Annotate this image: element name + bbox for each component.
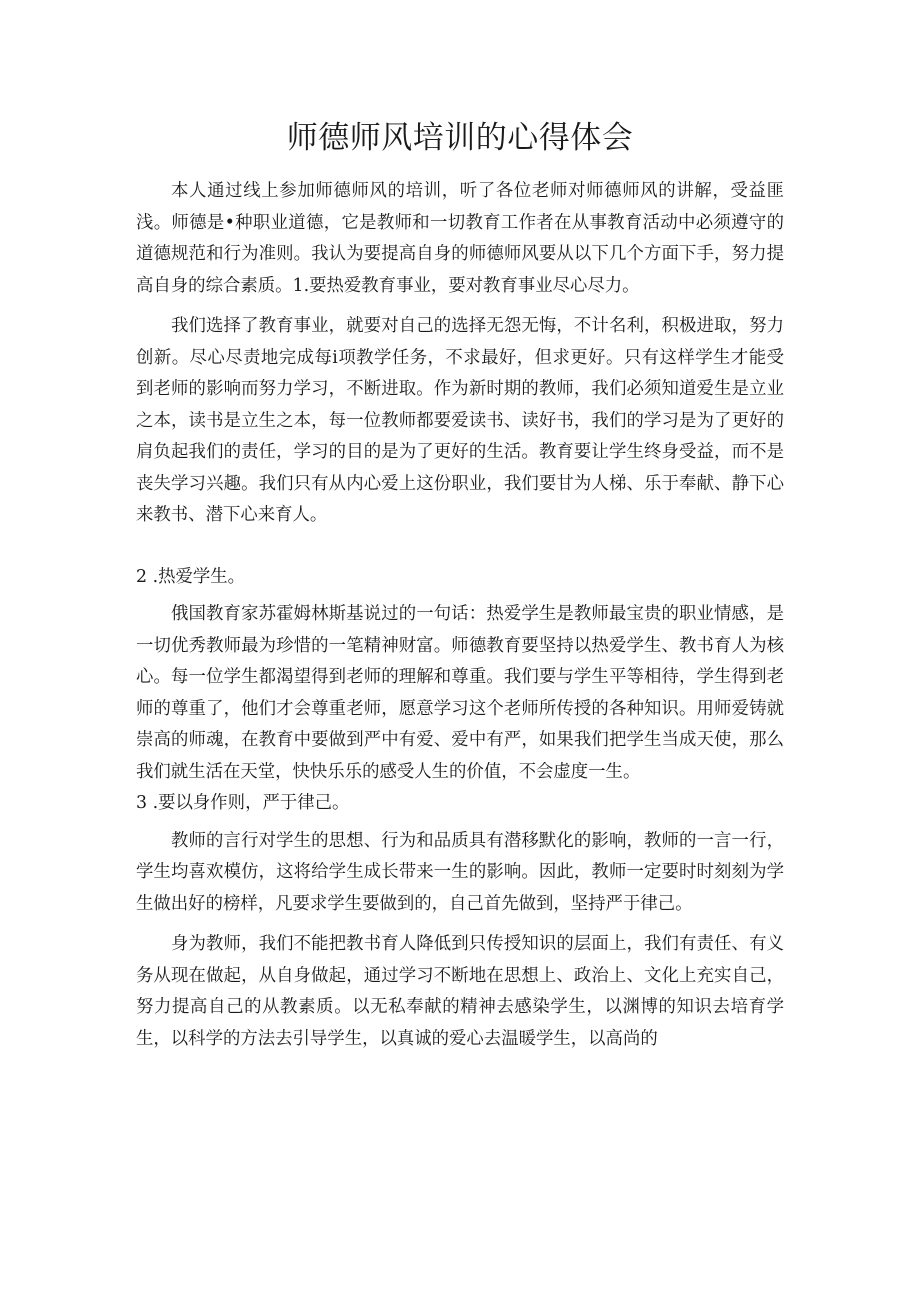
paragraph-career: 我们选择了教育事业，就要对自己的选择无怨无悔，不计名利，积极进取，努力创新。尽心尽责地完成每i项教学任务，不求最好，但求更好。只有这样学生才能受到老师的影响而努力学习，不断进取。作为新时期的教师，我们必须知道爱生是立业之本，读书是立生之本，每一位教师都要爱读书、读好书，我们的学习是为了更好的肩负起我们的责任，学习的目的是为了更好的生活。教育要让学生终身受益，而不是丧失学习兴趣。我们只有从内心爱上这份职业，我们要甘为人梯、乐于奉献、静下心来教书、潜下心来育人。 [136,316,784,525]
paragraph-love-students: 俄国教育家苏霍姆林斯基说过的一句话：热爱学生是教师最宝贵的职业情感，是一切优秀教师最为珍惜的一笔精神财富。师德教育要坚持以热爱学生、教书育人为核心。每一位学生都渴望得到老师的理解和尊重。我们要与学生平等相待，学生得到老师的尊重了，他们才会尊重老师，愿意学习这个老师所传授的各种知识。用师爱铸就崇高的师魂，在教育中要做到严中有爱、爱中有严，如果我们把学生当成天使，那么我们就生活在天堂，快快乐乐的感受人生的价值，不会虚度一生。 [136,604,784,782]
paragraph-set-example: 教师的言行对学生的思想、行为和品质具有潜移默化的影响，教师的一言一行，学生均喜欢模仿，这将给学生成长带来一生的影响。因此，教师一定要时时刻刻为学生做出好的榜样，凡要求学生要做到的，自己首先做到，坚持严于律己。 [136,830,784,914]
document-title: 师德师风培训的心得体会 [286,120,634,156]
paragraph-responsibility: 身为教师，我们不能把教书育人降低到只传授知识的层面上，我们有责任、有义务从现在做起，从自身做起，通过学习不断地在思想上、政治上、文化上充实自己，努力提高自己的从教素质。以无私奉献的精神去感染学生，以渊博的知识去培育学生，以科学的方法去引导学生，以真诚的爱心去温暖学生，以高尚的 [136,934,784,1049]
section-heading-set-example: 3 .要以身作则，严于律己。 [136,793,350,813]
section-heading-love-students: 2 .热爱学生。 [136,566,246,587]
paragraph-intro: 本人通过线上参加师德师风的培训，听了各位老师对师德师风的讲解，受益匪浅。师德是•种职业道德，它是教师和一切教育工作者在从事教育活动中必须遵守的道德规范和行为准则。我认为要提高自身的师德师风要从以下几个方面下手，努力提高自身的综合素质。1.要热爱教育事业，要对教育事业尽心尽力。 [136,181,784,296]
